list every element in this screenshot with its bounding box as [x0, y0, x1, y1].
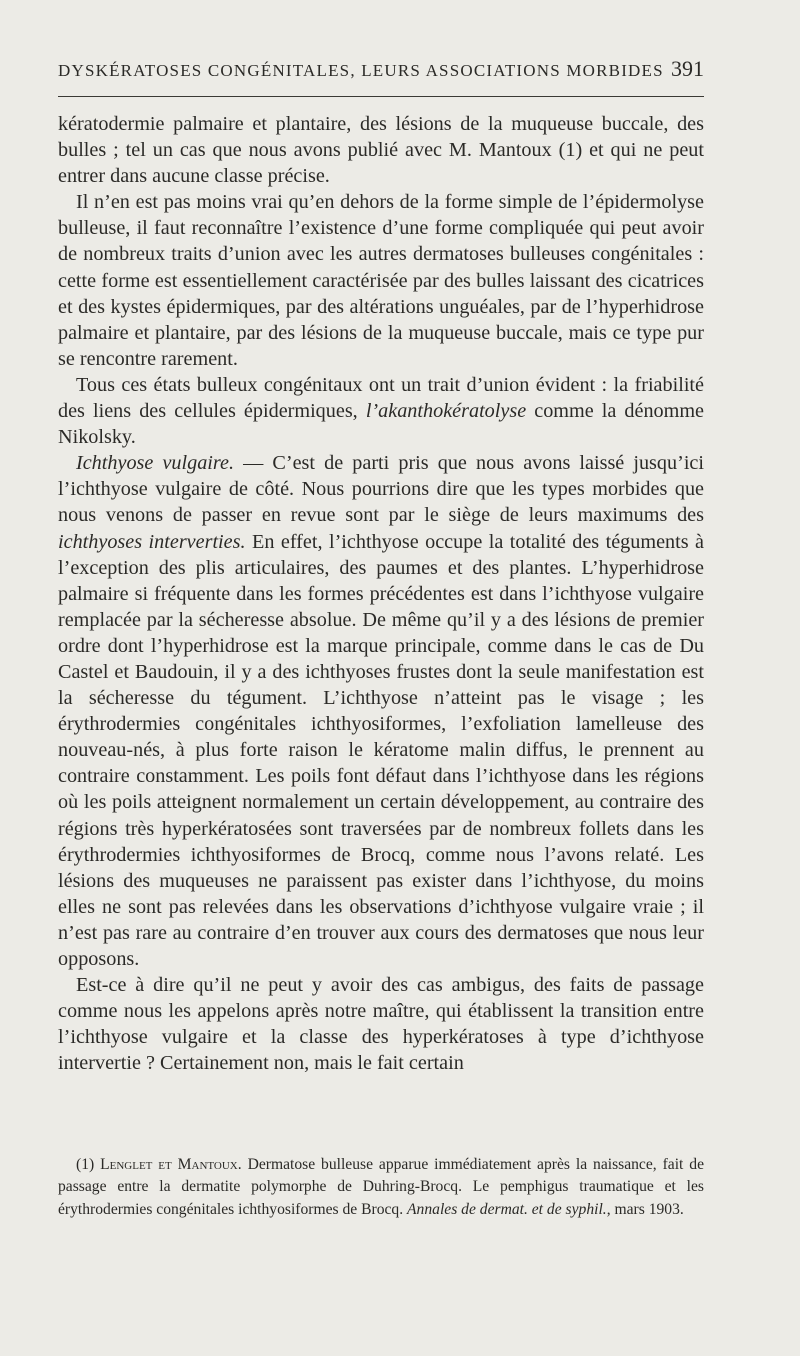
- italic-term: ichthyoses interverties.: [58, 530, 246, 553]
- text-run: Dermatose bulleuse apparue immédiatement après la naissance, fait de passage entre la dermatite polymorphe de Duhring-Brocq. Le pemphigus traumatique et les érythrodermies congénitales ichthyosiformes de Brocq.: [58, 1156, 704, 1218]
- body-text: [58, 111, 704, 1076]
- running-title: DYSKÉRATOSES CONGÉNITALES, LEURS ASSOCIATIONS MORBIDES: [58, 61, 664, 80]
- text-run: Tous ces états bulleux congénitaux ont un trait d’union évident : la friabilité des liens des cellules épidermiques,: [58, 373, 704, 423]
- header-rule: [58, 96, 704, 97]
- footnote-authors: Lenglet et Mantoux.: [100, 1156, 242, 1173]
- page-header: [58, 56, 704, 82]
- footnote-text: [58, 1154, 704, 1221]
- paragraph: [58, 450, 704, 972]
- text-run: , mars 1903.: [606, 1200, 684, 1218]
- paragraph: kératodermie palmaire et plantaire, des lésions de la muqueuse buccale, des bulles ; tel un cas que nous avons publié avec M. Mantoux (1) et qui ne peut entrer dans aucune classe précise.: [58, 113, 704, 188]
- paragraph: Est-ce à dire qu’il ne peut y avoir des cas ambigus, des faits de passage comme nous les appelons après notre maître, qui établissent la transition entre l’ichthyose vulgaire et la classe des hyperkératoses à type d’ichthyose intervertie ? Certainement non, mais le fait certain: [58, 974, 704, 1075]
- section-heading-inline: Ichthyose vulgaire.: [76, 452, 235, 475]
- paragraph: Il n’en est pas moins vrai qu’en dehors de la forme simple de l’épidermolyse bulleuse, il faut reconnaître l’existence d’une forme compliquée qui peut avoir de nombreux traits d’union avec les autres dermatoses bulleuses congénitales : cette forme est essentiellement caractérisée par des bulles laissant des cicatrices et des kystes épidermiques, par des altérations unguéales, par de l’hyperhidrose palmaire et plantaire, par des lésions de la muqueuse buccale, mais ce type pur se rencontre rarement.: [58, 191, 704, 370]
- paragraph: [58, 372, 704, 450]
- text-run: En effet, l’ichthyose occupe la totalité des téguments à l’exception des plis articulaires, des paumes et des plantes. L’hyperhidrose palmaire si fréquente dans les formes précédentes est dans l’ichthyose vulgaire remplacée par la sécheresse absolue. De même qu’il y a des lésions de premier ordre dont l’hyperhidrose est la marque principale, comme dans le cas de Du Castel et Baudouin, il y a des ichthyoses frustes dont la seule manifestation est la sécheresse du tégument. L’ichthyose n’atteint pas le visage ; les érythrodermies congénitales ichthyosiformes, l’exfoliation lamelleuse des nouveau-nés, à plus forte raison le kératome malin diffus, le prennent au contraire constamment. Les poils font défaut dans l’ichthyose dans les régions où les poils atteignent normalement un certain développement, au contraire des régions très hyperkératosées sont traversées par de nombreux follets dans les érythrodermies ichthyosiformes de Brocq, comme nous l’avons relaté. Les lésions des muqueuses ne paraissent pas exister dans l’ichthyose, du moins elles ne sont pas relevées dans les observations d’ichthyose vulgaire vraie ; il n’est pas rare au contraire d’en trouver aux cours des dermatoses que nous leur opposons.: [58, 530, 704, 970]
- footnote: [58, 1154, 704, 1221]
- text-run: comme la dénomme Nikolsky.: [58, 400, 704, 449]
- italic-term: l’akanthokératolyse: [365, 400, 527, 423]
- page-number: 391: [671, 56, 704, 81]
- footnote-marker: (1): [76, 1156, 101, 1173]
- text-run: — C’est de parti pris que nous avons laissé jusqu’ici l’ichthyose vulgaire de côté. Nous pourrions dire que les types morbides que nous venons de passer en revue sont par le siège de leurs maximums des: [58, 452, 705, 527]
- journal-title: Annales de dermat. et de syphil.: [407, 1200, 607, 1218]
